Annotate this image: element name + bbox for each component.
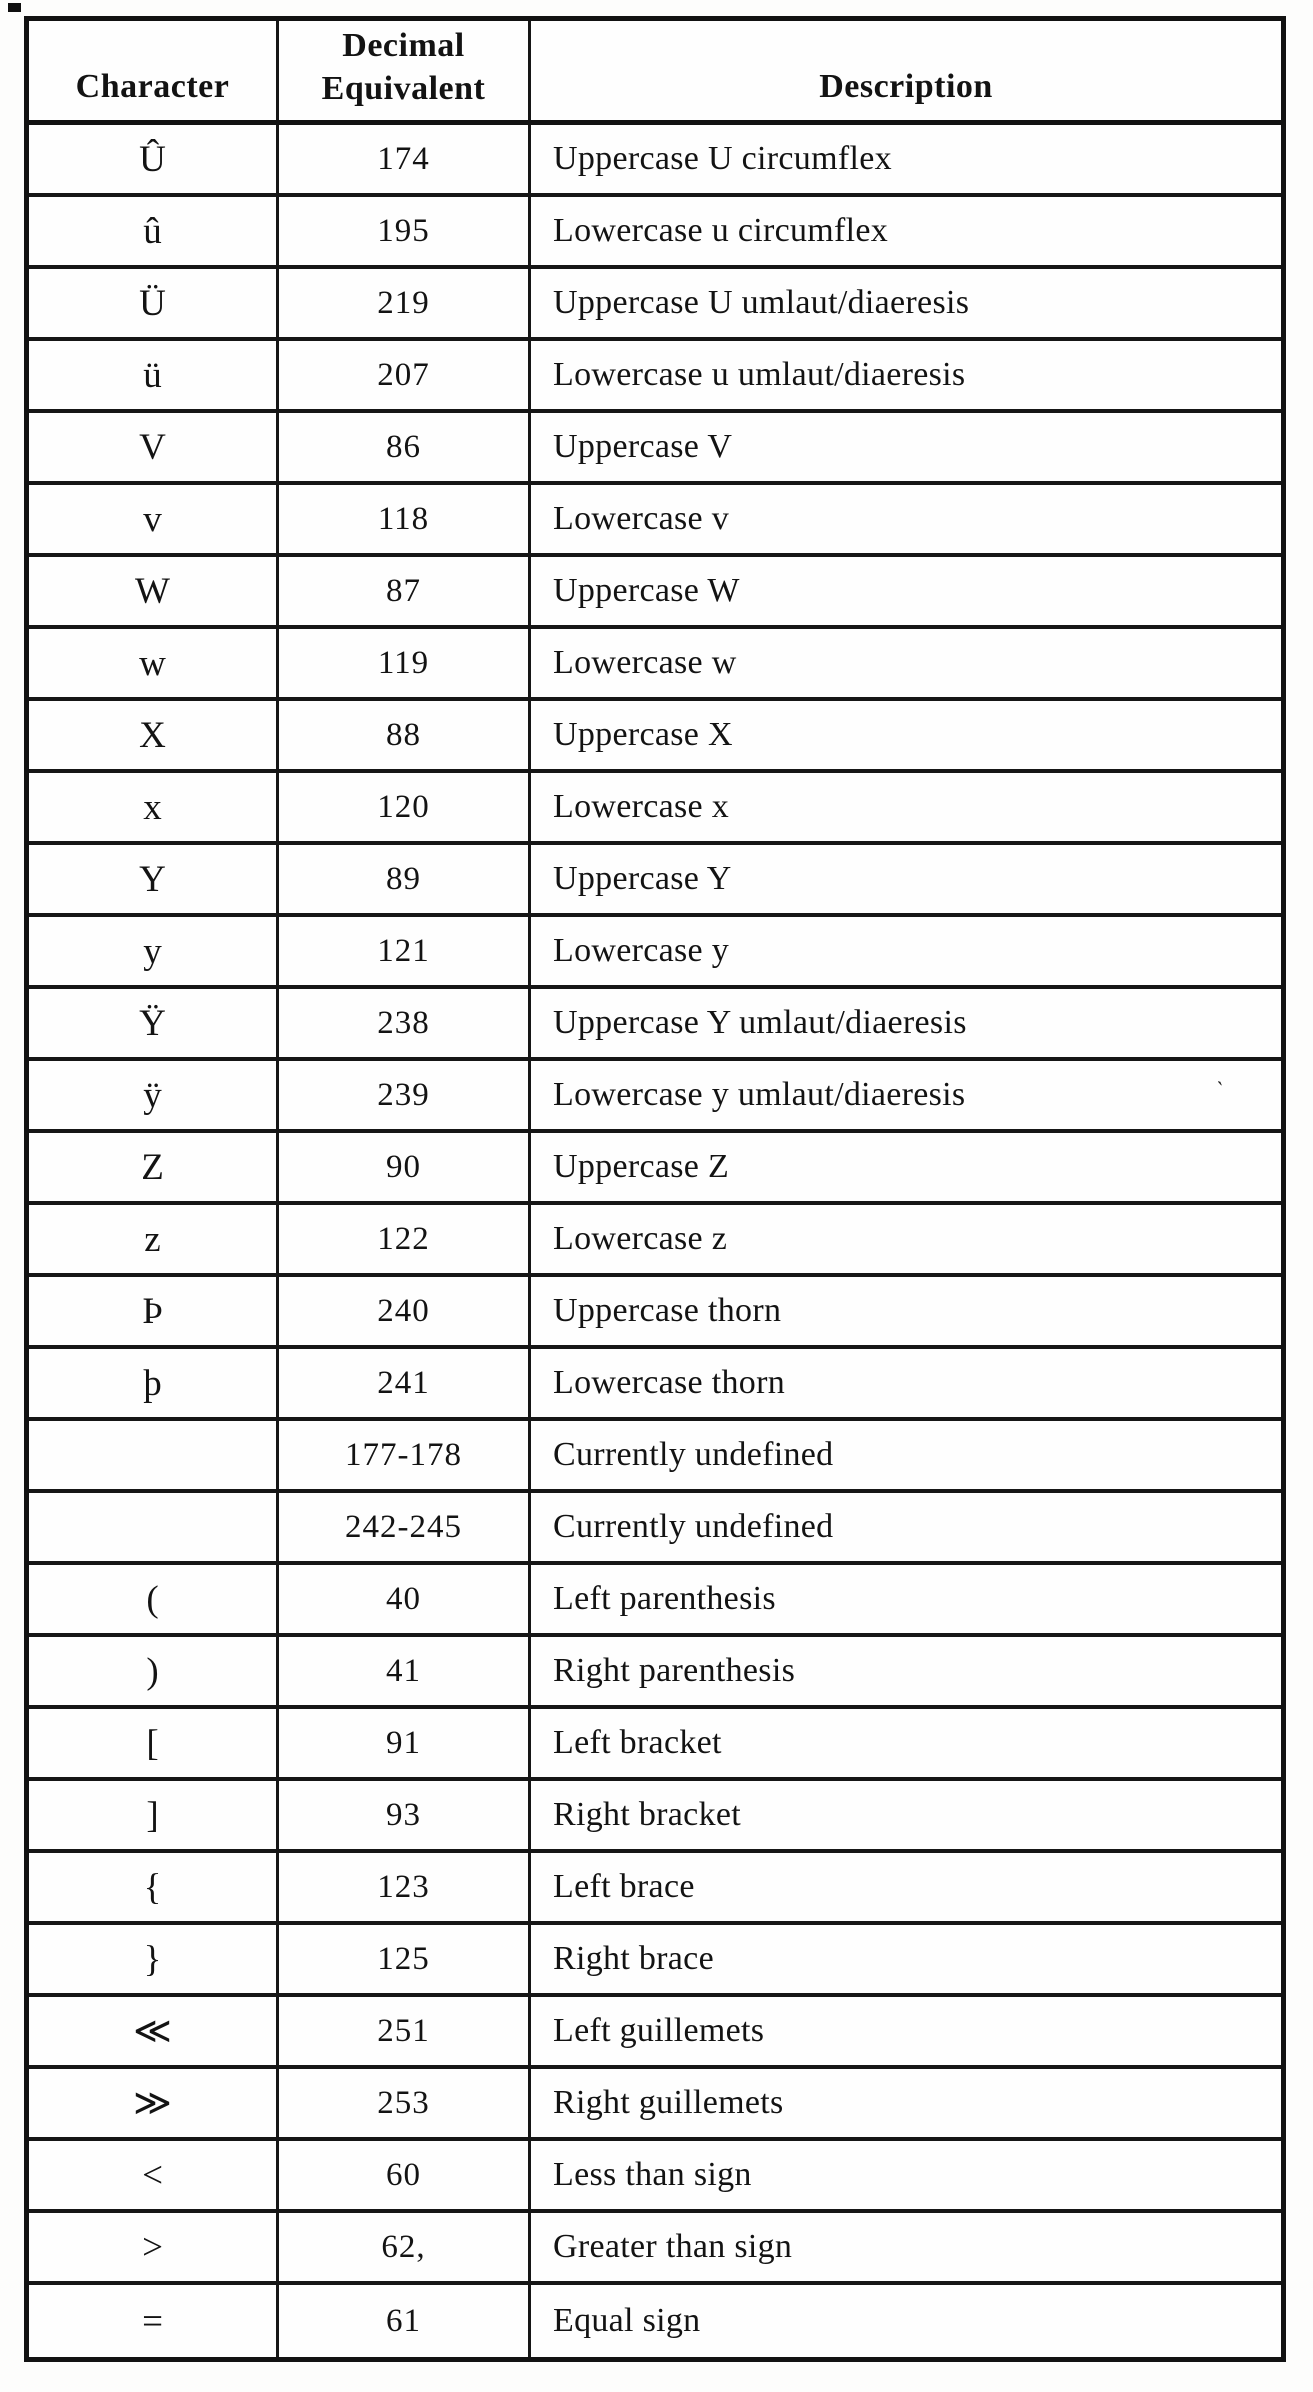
cell-decimal-equivalent: 240 [279, 1277, 531, 1345]
cell-description: Lowercase thorn [553, 1364, 786, 1401]
cell-description: Uppercase V [553, 428, 733, 465]
cell-description: Uppercase X [553, 716, 733, 753]
cell-decimal-equivalent: 118 [279, 485, 531, 553]
cell-decimal-equivalent: 219 [279, 269, 531, 337]
cell-character: > [29, 2213, 279, 2281]
cell-decimal-equivalent: 90 [279, 1133, 531, 1201]
cell-description: Greater than sign [553, 2228, 793, 2265]
table-row [29, 269, 1281, 341]
cell-character: V [29, 413, 279, 481]
table-row [29, 2285, 1281, 2357]
table-row [29, 1781, 1281, 1853]
table-row [29, 1925, 1281, 1997]
table-row [29, 2141, 1281, 2213]
cell-character: ≫ [29, 2069, 279, 2137]
cell-character [29, 1493, 279, 1561]
table-row [29, 2213, 1281, 2285]
cell-character: } [29, 1925, 279, 1993]
cell-character: ] [29, 1781, 279, 1849]
cell-description: Uppercase U circumflex [553, 140, 892, 177]
cell-decimal-equivalent: 174 [279, 125, 531, 193]
cell-description: Lowercase w [553, 644, 737, 681]
cell-description: Uppercase thorn [553, 1292, 782, 1329]
cell-description: Lowercase x [553, 788, 730, 825]
cell-decimal-equivalent: 125 [279, 1925, 531, 1993]
header-character: Character [29, 21, 279, 120]
cell-description: Lowercase u circumflex [553, 212, 889, 249]
table-row [29, 1133, 1281, 1205]
cell-character: û [29, 197, 279, 265]
cell-description: Right brace [553, 1940, 714, 1977]
table-row [29, 197, 1281, 269]
cell-decimal-equivalent: 87 [279, 557, 531, 625]
cell-decimal-equivalent: 88 [279, 701, 531, 769]
cell-character: þ [29, 1349, 279, 1417]
table-row [29, 1853, 1281, 1925]
cell-character: { [29, 1853, 279, 1921]
header-decimal-line2: Equivalent [321, 69, 486, 107]
cell-decimal-equivalent: 86 [279, 413, 531, 481]
cell-character: Û [29, 125, 279, 193]
table-row [29, 989, 1281, 1061]
cell-character: y [29, 917, 279, 985]
cell-character: Z [29, 1133, 279, 1201]
table-row [29, 629, 1281, 701]
cell-decimal-equivalent: 123 [279, 1853, 531, 1921]
table-row [29, 701, 1281, 773]
cell-description: Uppercase Y [553, 860, 732, 897]
cell-character: w [29, 629, 279, 697]
table-row [29, 125, 1281, 197]
cell-description: Uppercase U umlaut/diaeresis [553, 284, 970, 321]
cell-decimal-equivalent: 251 [279, 1997, 531, 2065]
cell-description: Lowercase y [553, 932, 730, 969]
cell-description: Left bracket [553, 1724, 722, 1761]
cell-character: ü [29, 341, 279, 409]
cell-character: Ü [29, 269, 279, 337]
cell-character: X [29, 701, 279, 769]
cell-decimal-equivalent: 41 [279, 1637, 531, 1705]
cell-character: Y [29, 845, 279, 913]
cell-decimal-equivalent: 207 [279, 341, 531, 409]
cell-decimal-equivalent: 177-178 [279, 1421, 531, 1489]
cell-character: = [29, 2285, 279, 2357]
cell-decimal-equivalent: 60 [279, 2141, 531, 2209]
cell-description: Left guillemets [553, 2012, 765, 2049]
cell-decimal-equivalent: 93 [279, 1781, 531, 1849]
cell-character: ÿ [29, 1061, 279, 1129]
table-row [29, 845, 1281, 917]
header-description: Description [819, 68, 993, 105]
cell-character: Ÿ [29, 989, 279, 1057]
cell-description: Left brace [553, 1868, 695, 1905]
cell-decimal-equivalent: 119 [279, 629, 531, 697]
cell-character: Þ [29, 1277, 279, 1345]
cell-decimal-equivalent: 61 [279, 2285, 531, 2357]
cell-character: W [29, 557, 279, 625]
table-header-row [29, 21, 1281, 125]
table-row [29, 341, 1281, 413]
table-row [29, 1061, 1281, 1133]
cell-decimal-equivalent: 195 [279, 197, 531, 265]
cell-decimal-equivalent: 40 [279, 1565, 531, 1633]
cell-character: z [29, 1205, 279, 1273]
cell-description: Lowercase z [553, 1220, 728, 1257]
table-row [29, 1493, 1281, 1565]
cell-description: Right bracket [553, 1796, 742, 1833]
cell-decimal-equivalent: 122 [279, 1205, 531, 1273]
table-row [29, 1205, 1281, 1277]
cell-decimal-equivalent: 242-245 [279, 1493, 531, 1561]
cell-decimal-equivalent: 239 [279, 1061, 531, 1129]
scan-artifact-mark: ` [1212, 1076, 1226, 1103]
cell-description: Currently undefined [553, 1436, 834, 1473]
cell-decimal-equivalent: 121 [279, 917, 531, 985]
cell-character: v [29, 485, 279, 553]
cell-decimal-equivalent: 120 [279, 773, 531, 841]
cell-character: < [29, 2141, 279, 2209]
table-row [29, 1421, 1281, 1493]
cell-description: Currently undefined [553, 1508, 834, 1545]
table-row [29, 773, 1281, 845]
table-row [29, 1997, 1281, 2069]
cell-decimal-equivalent: 253 [279, 2069, 531, 2137]
cell-decimal-equivalent: 62, [279, 2213, 531, 2281]
table-row [29, 557, 1281, 629]
character-code-table [24, 16, 1286, 2362]
cell-character: ( [29, 1565, 279, 1633]
cell-character: [ [29, 1709, 279, 1777]
table-row [29, 2069, 1281, 2141]
table-row [29, 1637, 1281, 1709]
scan-speck [8, 3, 21, 12]
header-decimal-equivalent [279, 21, 531, 120]
cell-character [29, 1421, 279, 1489]
cell-description: Less than sign [553, 2156, 752, 2193]
cell-description: Uppercase Z [553, 1148, 730, 1185]
table-row [29, 485, 1281, 557]
table-row [29, 917, 1281, 989]
table-body [29, 125, 1281, 2357]
cell-description: Equal sign [553, 2302, 701, 2339]
cell-decimal-equivalent: 91 [279, 1709, 531, 1777]
cell-description: Lowercase y umlaut/diaeresis ` [553, 1076, 1226, 1113]
table-row [29, 1709, 1281, 1781]
cell-description: Lowercase v [553, 500, 730, 537]
cell-character: ≪ [29, 1997, 279, 2065]
table-row [29, 413, 1281, 485]
cell-character: ) [29, 1637, 279, 1705]
table-row [29, 1349, 1281, 1421]
cell-description: Uppercase W [553, 572, 740, 609]
table-row [29, 1565, 1281, 1637]
cell-description: Left parenthesis [553, 1580, 776, 1617]
cell-decimal-equivalent: 238 [279, 989, 531, 1057]
cell-description: Right parenthesis [553, 1652, 796, 1689]
cell-decimal-equivalent: 89 [279, 845, 531, 913]
cell-decimal-equivalent: 241 [279, 1349, 531, 1417]
table-row [29, 1277, 1281, 1349]
cell-description: Lowercase u umlaut/diaeresis [553, 356, 966, 393]
cell-character: x [29, 773, 279, 841]
cell-description: Uppercase Y umlaut/diaeresis [553, 1004, 967, 1041]
header-decimal-line1: Decimal [342, 27, 465, 64]
cell-description: Right guillemets [553, 2084, 784, 2121]
